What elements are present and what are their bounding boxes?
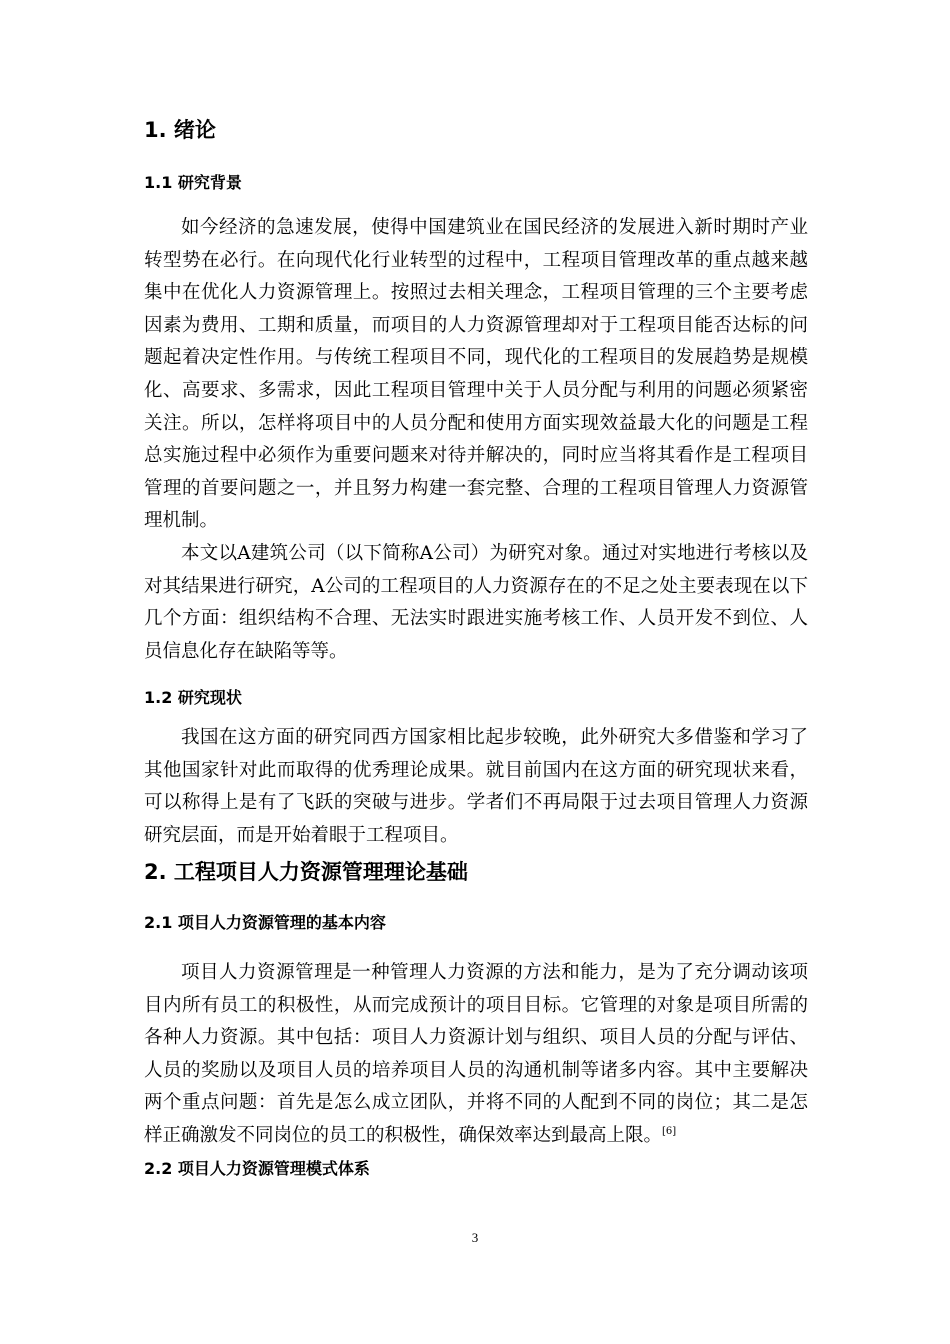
citation-ref: [6] [662, 1125, 677, 1137]
heading-section-1-1: 1.1 研究背景 [144, 173, 242, 192]
heading-chapter-2: 2. 工程项目人力资源管理理论基础 [144, 860, 468, 884]
page-number: 3 [471, 1230, 479, 1245]
paragraph-research-object: 本文以A建筑公司（以下简称A公司）为研究对象。通过对实地进行考核以及对其结果进行研究，A公司的工程项目的人力资源存在的不足之处主要表现在以下几个方面：组织结构不合理、无法实时跟进实施考核工作、人员开发不到位、人员信息化存在缺陷等等。 [144, 543, 808, 662]
paragraph-research-background: 如今经济的急速发展，使得中国建筑业在国民经济的发展进入新时期时产业转型势在必行。在向现代化行业转型的过程中，工程项目管理改革的重点越来越集中在优化人力资源管理上。按照过去相关理念，工程项目管理的三个主要考虑因素为费用、工期和质量，而项目的人力资源管理却对于工程项目能否达标的问题起着决定性作用。与传统工程项目不同，现代化的工程项目的发展趋势是规模化、高要求、多需求，因此工程项目管理中关于人员分配与利用的问题必须紧密关注。所以，怎样将项目中的人员分配和使用方面实现效益最大化的问题是工程总实施过程中必须作为重要问题来对待并解决的，同时应当将其看作是工程项目管理的首要问题之一，并且努力构建一套完整、合理的工程项目管理人力资源管理机制。 [144, 217, 808, 532]
heading-section-2-2: 2.2 项目人力资源管理模式体系 [144, 1159, 370, 1178]
paragraph-research-status: 我国在这方面的研究同西方国家相比起步较晚，此外研究大多借鉴和学习了其他国家针对此而取得的优秀理论成果。就目前国内在这方面的研究现状来看，可以称得上是有了飞跃的突破与进步。学者们不再局限于过去项目管理人力资源研究层面，而是开始着眼于工程项目。 [144, 727, 808, 846]
paragraph-hr-content [144, 957, 808, 1153]
heading-section-2-1: 2.1 项目人力资源管理的基本内容 [144, 913, 386, 932]
heading-section-1-2: 1.2 研究现状 [144, 688, 242, 707]
heading-chapter-1: 1. 绪论 [144, 118, 216, 142]
paragraph-hr-content-text: 项目人力资源管理是一种管理人力资源的方法和能力，是为了充分调动该项目内所有员工的积极性，从而完成预计的项目目标。它管理的对象是项目所需的各种人力资源。其中包括：项目人力资源计划与组织、项目人员的分配与评估、人员的奖励以及项目人员的培养项目人员的沟通机制等诸多内容。其中主要解决两个重点问题：首先是怎么成立团队，并将不同的人配到不同的岗位；其二是怎样正确激发不同岗位的员工的积极性，确保效率达到最高上限。 [144, 962, 808, 1146]
